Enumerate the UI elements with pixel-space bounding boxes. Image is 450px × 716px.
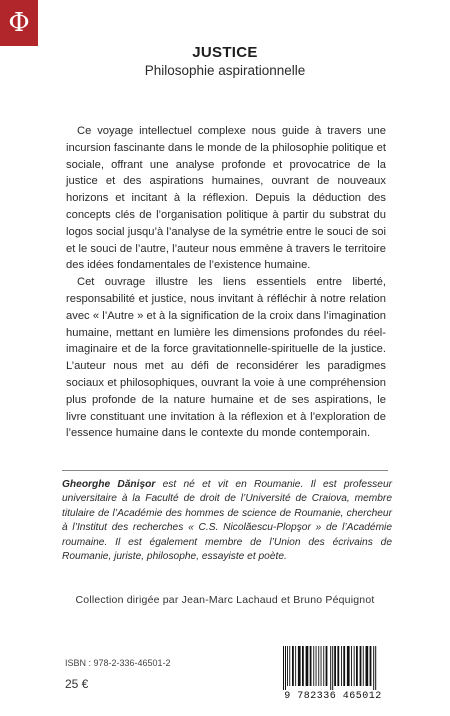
barcode-bar (287, 646, 288, 686)
barcode-bars (277, 644, 389, 690)
barcode-bar (330, 646, 331, 690)
summary-paragraph: Cet ouvrage illustre les liens essentiels entre liberté, responsabilité et justice, nous invitant à réfléchir à notre relation avec « l’Autre » et à la signification de la croix dans l’imagination humaine, mettant en lumière les dimensions profondes du réel-imaginaire et de la force gravitationnelle-spirituelle de la justice. L’auteur nous met au défi de reconsidérer les paradigmes sociaux et philosophiques, ouvrant la voie à une compréhension plus profonde de la nature humaine et de ses aspirations, le livre constituant une invitation à la réflexion et à l’exploration de l’essence humaine dans le contexte du monde contemporain. (66, 276, 386, 440)
author-bio (62, 478, 392, 564)
barcode-bar (370, 646, 372, 686)
barcode-bar (318, 646, 319, 686)
barcode-bar (306, 646, 309, 686)
barcode-bar (292, 646, 294, 686)
barcode-bar (373, 646, 374, 690)
author-name: Gheorghe Dănişor (62, 479, 156, 490)
barcode-bar (337, 646, 339, 686)
barcode-bar (366, 646, 369, 686)
phi-logo-icon: Φ (8, 8, 30, 38)
isbn: ISBN : 978-2-336-46501-2 (65, 658, 171, 668)
divider (62, 470, 388, 471)
barcode-bar (295, 646, 296, 686)
barcode-bar (356, 646, 358, 686)
barcode-bar (316, 646, 317, 686)
barcode-bar (310, 646, 312, 686)
barcode-bar (323, 646, 324, 686)
barcode-bar (332, 646, 333, 690)
barcode-bar (298, 646, 301, 686)
barcode-bar (351, 646, 352, 686)
barcode-bar (360, 646, 362, 686)
barcode-bar (283, 646, 284, 690)
book-subtitle: Philosophie aspirationnelle (144, 63, 306, 78)
barcode-bar (347, 646, 350, 686)
barcode-bar (363, 646, 364, 686)
barcode-number: 9 782336 465012 (284, 691, 382, 702)
barcode (277, 644, 389, 706)
barcode-bar (302, 646, 304, 686)
barcode-bar (289, 646, 290, 686)
collection-directors: Collection dirigée par Jean-Marc Lachaud et Bruno Péquignot (75, 594, 375, 606)
price: 25 € (65, 677, 89, 691)
barcode-bar (321, 646, 322, 686)
back-cover-summary (66, 123, 386, 442)
book-title: JUSTICE (192, 44, 258, 61)
author-bio-text: est né et vit en Roumanie. Il est professeur universitaire à la Faculté de droit de l’Université de Craiova, membre titulaire de l’Académie des hommes de science de Roumanie, chercheur à l’Institut des recherches « C.S. Nicolăescu-Plopşor » de l’Académie roumaine. Il est également membre de l’Union des écrivains de Roumanie, juriste, philosophe, essayiste et poète. (62, 479, 392, 563)
publisher-logo (0, 0, 38, 46)
barcode-bar (354, 646, 355, 686)
barcode-bar (326, 646, 328, 686)
barcode-bar (334, 646, 336, 686)
barcode-bar (285, 646, 286, 690)
barcode-bar (375, 646, 376, 690)
barcode-bar (313, 646, 314, 686)
barcode-bar (343, 646, 345, 686)
barcode-bar (341, 646, 342, 686)
title-block (0, 44, 450, 78)
summary-paragraph: Ce voyage intellectuel complexe nous guide à travers une incursion fascinante dans le monde de la philosophie politique et sociale, offrant une analyse profonde et provocatrice de la justice et des aspirations humaines, ouvrant de nouveaux horizons et incitant à la réflexion. Depuis la déduction des concepts clés de l’organisation politique à partir du substrat du logos social jusqu’à l’analyse de la symétrie entre le souci de soi et le souci de l’autre, l’auteur nous emmène à travers le territoire des idées fondamentales de l’existence humaine. (66, 125, 386, 272)
